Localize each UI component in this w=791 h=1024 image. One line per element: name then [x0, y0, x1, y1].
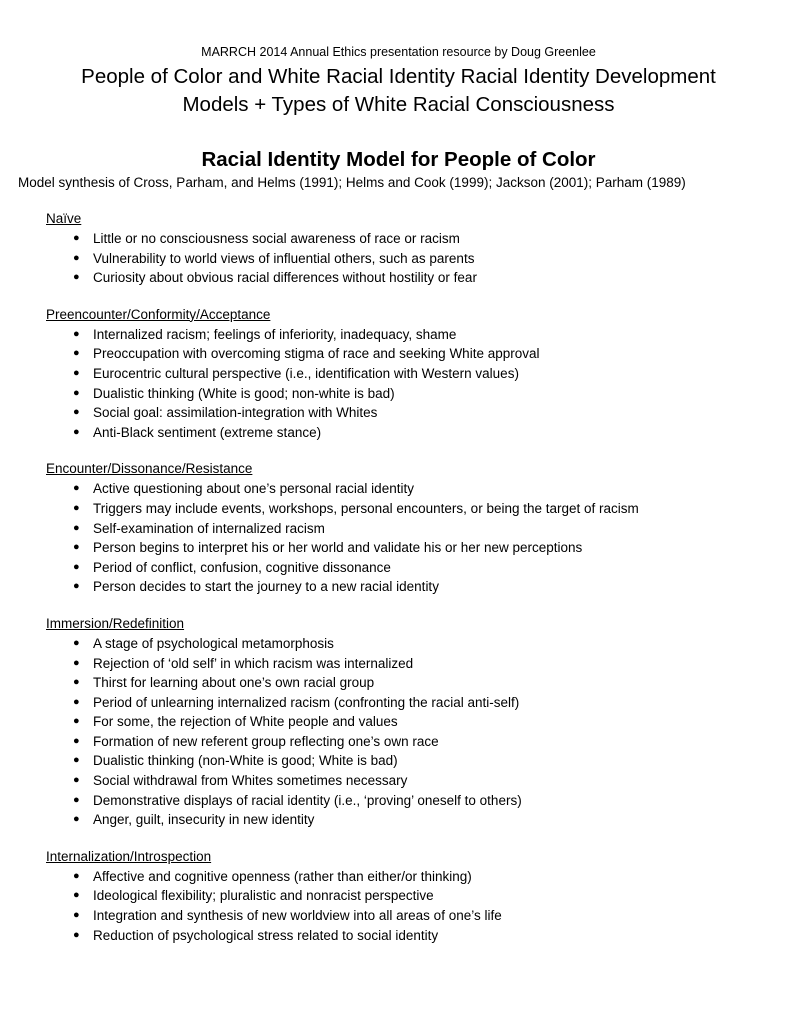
bullet-icon: ●	[73, 695, 80, 708]
list-item-text: Reduction of psychological stress related to social identity	[93, 927, 439, 943]
bullet-icon: ●	[73, 909, 80, 922]
list-item	[46, 693, 751, 713]
stage-heading: Naïve	[46, 211, 82, 226]
list-item-text: For some, the rejection of White people and values	[93, 714, 398, 730]
list-item	[46, 810, 751, 830]
bullet-icon: ●	[73, 251, 80, 264]
resource-credit-line: MARRCH 2014 Annual Ethics presentation resource by Doug Greenlee	[201, 45, 596, 59]
list-item-text: Period of conflict, confusion, cognitive dissonance	[93, 559, 391, 575]
list-item-text: Preoccupation with overcoming stigma of race and seeking White approval	[93, 346, 540, 362]
stage-bullet-list	[46, 325, 751, 443]
bullet-icon: ●	[73, 580, 80, 593]
bullet-icon: ●	[73, 656, 80, 669]
list-item-text: Demonstrative displays of racial identity (i.e., ‘proving’ oneself to others)	[93, 792, 522, 808]
list-item	[46, 577, 751, 597]
bullet-icon: ●	[73, 406, 80, 419]
list-item-text: Ideological flexibility; pluralistic and nonracist perspective	[93, 888, 434, 904]
list-item-text: A stage of psychological metamorphosis	[93, 635, 334, 651]
bullet-icon: ●	[73, 676, 80, 689]
stage-heading: Preencounter/Conformity/Acceptance	[46, 306, 271, 322]
list-item	[46, 751, 751, 771]
list-item-text: Self-examination of internalized racism	[93, 520, 325, 536]
model-synthesis-line: Model synthesis of Cross, Parham, and Helms (1991); Helms and Cook (1999); Jackson (2001); Parham (1989)	[18, 175, 686, 190]
list-item	[46, 423, 751, 443]
list-item	[46, 479, 751, 499]
bullet-icon: ●	[73, 715, 80, 728]
list-item	[46, 364, 751, 384]
list-item-text: Active questioning about one’s personal racial identity	[93, 481, 414, 497]
bullet-icon: ●	[73, 232, 80, 244]
list-item	[46, 325, 751, 345]
stage-heading: Immersion/Redefinition	[46, 615, 185, 631]
list-item-text: Anger, guilt, insecurity in new identity	[93, 812, 315, 828]
list-item	[46, 249, 751, 269]
bullet-icon: ●	[73, 813, 80, 826]
list-item	[46, 673, 751, 693]
bullet-icon: ●	[73, 482, 80, 495]
bullet-icon: ●	[73, 366, 80, 379]
list-item-text: Social goal: assimilation-integration with Whites	[93, 405, 378, 421]
bullet-icon: ●	[73, 636, 80, 649]
list-item	[46, 791, 751, 811]
stage-section	[46, 306, 751, 443]
list-item-text: Person begins to interpret his or her world and validate his or her new perceptions	[93, 540, 583, 556]
stage-section	[46, 460, 751, 597]
list-item	[46, 732, 751, 752]
list-item-text: Formation of new referent group reflecting one’s own race	[93, 733, 439, 749]
bullet-icon: ●	[73, 560, 80, 573]
list-item	[46, 499, 751, 519]
list-item	[46, 519, 751, 539]
list-item-text: Anti-Black sentiment (extreme stance)	[93, 424, 322, 440]
list-item-text: Dualistic thinking (White is good; non-white is bad)	[93, 385, 395, 401]
document-title-line-1: People of Color and White Racial Identity Racial Identity Development	[81, 65, 716, 88]
list-item	[46, 229, 751, 249]
stage-heading: Encounter/Dissonance/Resistance	[46, 461, 253, 477]
bullet-icon: ●	[73, 754, 80, 767]
bullet-icon: ●	[73, 521, 80, 534]
stages-container	[46, 210, 751, 945]
list-item-text: Internalized racism; feelings of inferiority, inadequacy, shame	[93, 326, 457, 342]
list-item	[46, 558, 751, 578]
bullet-icon: ●	[73, 774, 80, 787]
bullet-icon: ●	[73, 501, 80, 514]
list-item-text: Triggers may include events, workshops, personal encounters, or being the target of racism	[93, 500, 639, 516]
list-item-text: Person decides to start the journey to a new racial identity	[93, 579, 439, 595]
list-item	[46, 712, 751, 732]
list-item-text: Vulnerability to world views of influential others, such as parents	[93, 250, 475, 266]
bullet-icon: ●	[73, 347, 80, 360]
bullet-icon: ●	[73, 271, 80, 284]
document-title-line-2: Models + Types of White Racial Consciousness	[182, 93, 615, 116]
list-item-text: Dualistic thinking (non-White is good; White is bad)	[93, 753, 398, 769]
list-item-text: Period of unlearning internalized racism (confronting the racial anti-self)	[93, 694, 520, 710]
stage-bullet-list	[46, 479, 751, 597]
list-item	[46, 538, 751, 558]
list-item	[46, 886, 751, 906]
bullet-icon: ●	[73, 869, 80, 882]
document-title	[46, 63, 751, 119]
list-item	[46, 403, 751, 423]
bullet-icon: ●	[73, 425, 80, 438]
bullet-icon: ●	[73, 327, 80, 340]
bullet-icon: ●	[73, 734, 80, 747]
stage-bullet-list	[46, 229, 751, 288]
stage-section	[46, 615, 751, 830]
list-item-text: Little or no consciousness social awareness of race or racism	[93, 231, 460, 246]
stage-section	[46, 210, 751, 288]
list-item	[46, 926, 751, 946]
list-item	[46, 906, 751, 926]
list-item-text: Affective and cognitive openness (rather than either/or thinking)	[93, 868, 472, 884]
list-item	[46, 867, 751, 887]
list-item-text: Rejection of ‘old self’ in which racism was internalized	[93, 655, 414, 671]
stage-section	[46, 848, 751, 945]
list-item	[46, 771, 751, 791]
bullet-icon: ●	[73, 793, 80, 806]
stage-bullet-list	[46, 634, 751, 830]
stage-heading: Internalization/Introspection	[46, 848, 212, 864]
list-item	[46, 268, 751, 288]
bullet-icon: ●	[73, 541, 80, 554]
list-item-text: Eurocentric cultural perspective (i.e., identification with Western values)	[93, 365, 519, 381]
list-item	[46, 384, 751, 404]
bullet-icon: ●	[73, 386, 80, 399]
list-item	[46, 654, 751, 674]
bullet-icon: ●	[73, 928, 80, 941]
list-item-text: Social withdrawal from Whites sometimes necessary	[93, 773, 408, 789]
list-item-text: Integration and synthesis of new worldview into all areas of one’s life	[93, 908, 502, 924]
bullet-icon: ●	[73, 889, 80, 902]
list-item	[46, 344, 751, 364]
list-item-text: Curiosity about obvious racial differences without hostility or fear	[93, 270, 477, 286]
stage-bullet-list	[46, 867, 751, 945]
list-item-text: Thirst for learning about one’s own racial group	[93, 675, 375, 691]
list-item	[46, 634, 751, 654]
section-title: Racial Identity Model for People of Color	[201, 148, 596, 171]
